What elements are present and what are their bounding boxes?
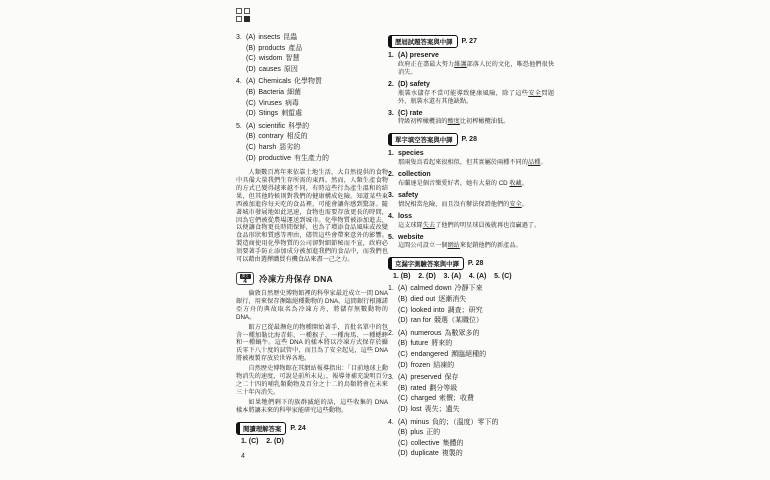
cloze-option-row xyxy=(388,295,554,306)
option-zh: 病毒 xyxy=(284,99,299,107)
option-zh: 有生產力的 xyxy=(294,154,330,162)
option-zh: 正的 xyxy=(426,429,441,437)
option-zh: 冷靜下來 xyxy=(454,285,483,293)
zh-underlined: 維護 xyxy=(454,60,467,68)
cloze-option-row xyxy=(388,418,554,429)
cloze-option-row xyxy=(388,405,554,416)
option-label: (B) xyxy=(398,429,408,437)
vocab-option-row xyxy=(236,33,388,44)
zh-underlined: 品種 xyxy=(527,159,541,167)
answer-text: website xyxy=(398,233,424,241)
option-en: collective xyxy=(410,439,440,447)
page-number: 4 xyxy=(241,453,245,460)
reading-answers-row: 1. (C) 2. (D) xyxy=(241,437,284,445)
option-label: (A) xyxy=(398,329,408,337)
option-label: (D) xyxy=(398,361,408,369)
option-label: (D) xyxy=(398,317,408,325)
qa-item xyxy=(388,170,554,188)
vocab-option-row xyxy=(236,44,388,55)
zh-post: 比初榨橄欖油低。 xyxy=(459,118,510,126)
option-zh: 結凍的 xyxy=(433,361,455,369)
qa-item xyxy=(388,149,554,167)
zh-underlined: 網站 xyxy=(447,242,460,250)
vocab-item xyxy=(236,77,388,119)
translation-text xyxy=(388,201,554,209)
cloze-option-row xyxy=(388,449,554,460)
option-en: harsh xyxy=(258,143,277,151)
option-en: duplicate xyxy=(410,450,439,458)
option-en: wisdom xyxy=(258,55,283,63)
option-label: (C) xyxy=(398,439,408,447)
section-tag: 單字填空答案與中譯 xyxy=(388,133,458,146)
cloze-option-row xyxy=(388,350,554,361)
dna-paragraph: 館方已從最瀕危的物種開始著手，首批名單中的包含一種加勒比海青蛙、一種猴子、一種海馬、一種蟋蟀和一種蝸牛。這些 DNA 的樣本將以冷凍方式保存於攝氏零下八十度的試管中，而且為了安全起見，這些 DNA 將被複製存放於世界各地。 xyxy=(236,323,388,363)
cloze-section xyxy=(388,257,554,460)
option-zh: 產品 xyxy=(288,44,303,52)
cloze-header xyxy=(388,257,554,270)
option-label: (A) xyxy=(398,418,408,426)
option-en: endangered xyxy=(410,350,449,358)
option-en: calmed down xyxy=(410,285,452,293)
cloze-option-row xyxy=(388,339,554,350)
vocab-option-row xyxy=(236,77,388,88)
translation-text xyxy=(388,180,554,188)
unit-grid-icon xyxy=(236,8,388,22)
option-en: productive xyxy=(258,154,292,162)
cloze-item xyxy=(388,329,554,371)
option-en: Bacteria xyxy=(258,88,285,96)
item-number: 1. xyxy=(388,285,394,293)
option-zh: 索價；收費 xyxy=(439,395,475,403)
dna-paragraph: 自然歷史博物館在其網站報導指出：「目前地球上動物消失的速度，可說是前所未見」，報導並補充說明百分之二十四的哺乳類動物及百分之十二的鳥類將會在未來三十年內消失。 xyxy=(236,365,388,396)
option-en: insects xyxy=(258,34,281,41)
option-zh: 瀕臨絕種的 xyxy=(451,350,487,358)
answer-text: collection xyxy=(398,171,431,179)
answer-text: (A) preserve xyxy=(398,52,439,59)
unit-square-icon xyxy=(236,16,242,22)
zh-pre: 瓶裝水儲存不當可能導致健康風險，除了這些 xyxy=(398,89,529,97)
unit-square-active-icon xyxy=(244,16,250,22)
option-en: contrary xyxy=(258,133,284,141)
answer-text: loss xyxy=(398,212,413,220)
cloze-option-row xyxy=(388,428,554,439)
cloze-item xyxy=(388,284,554,326)
vocab-option-row xyxy=(236,99,388,110)
option-zh: 細菌 xyxy=(287,88,302,96)
vocab-option-row xyxy=(236,65,388,76)
qa-item xyxy=(388,109,554,127)
item-number: 4. xyxy=(236,78,242,86)
lesson-number-badge-icon xyxy=(236,272,254,285)
option-zh: 為數眾多的 xyxy=(444,329,480,337)
cloze-option-row xyxy=(388,439,554,450)
zh-pre: 這支球隊 xyxy=(398,221,423,229)
option-label: (A) xyxy=(246,78,256,86)
page-reference: P. 27 xyxy=(461,38,477,45)
translation-text xyxy=(388,90,554,106)
option-zh: 科學的 xyxy=(288,122,310,130)
answer-text: species xyxy=(398,150,424,158)
option-en: scientific xyxy=(258,122,286,130)
reading-translation-paragraph: 人類數百萬年來依靠土地生活，大自然提供的食物中具備大量我們生存所需的東西。然而，人類生產食物的方式已變得越來越不同，有時這些行為產生溫和的結果，但其他時候則對我們的健康構成危險。知道某些東西被加進你每天吃的食品裡，可能會讓你感到驚訝。隨著城市發展地如此迅速，食物也需要存放更長的時間，因為它們被從農場運送到城市。化學物質被添加進去，以便讓食物更長時間保鮮，也為了增添食品風味或改變食品形狀和質感等理由，儘管這些會帶來意外的影響。製造商使用化學物質的公司卻對細節秘而不宣，政府必須要著手防止添加成分被加進我們的食品中，而我們也可以藉由選擇購買有機食品來盡一己之力。 xyxy=(236,169,388,264)
zh-pre: 這間公司設立一個 xyxy=(398,242,448,250)
lesson-badge-label: 課文 xyxy=(241,274,249,278)
option-label: (B) xyxy=(398,340,408,348)
vocab-option-row xyxy=(236,154,388,165)
option-label: (D) xyxy=(398,450,408,458)
page-reference: P. 24 xyxy=(290,424,306,432)
zh-underlined: 失去 xyxy=(422,221,436,229)
option-zh: 化學物質 xyxy=(294,78,323,86)
option-label: (C) xyxy=(398,306,408,314)
option-en: frozen xyxy=(410,361,431,369)
option-en: Chemicals xyxy=(258,78,292,86)
item-number: 2. xyxy=(388,80,394,88)
lesson-heading xyxy=(236,272,388,285)
zh-underlined: 收藏 xyxy=(509,179,522,187)
option-label: (C) xyxy=(398,395,408,403)
cloze-option-row xyxy=(388,373,554,384)
option-label: (C) xyxy=(398,350,408,358)
section-tag: 歷屆試題答案與中譯 xyxy=(388,35,458,48)
zh-underlined: 安全 xyxy=(528,89,542,97)
vocab-option-row xyxy=(236,109,388,120)
option-zh: 刺蜇處 xyxy=(281,110,303,118)
qa-item xyxy=(388,191,554,209)
option-zh: 將來的 xyxy=(431,340,453,348)
dna-paragraph: 如果牠們剩下的族群滅絕的話，這些收集的 DNA 樣本將讓未來的科學家能研究這些動物。 xyxy=(236,398,388,414)
option-zh: 競選（某職位） xyxy=(433,317,483,325)
option-label: (C) xyxy=(246,55,256,63)
item-number: 5. xyxy=(236,122,242,130)
cloze-item xyxy=(388,418,554,460)
zh-post: 了他們的明星球員後就再也沒贏過了。 xyxy=(435,221,541,229)
zh-post: 。 xyxy=(521,179,528,187)
cloze-option-row xyxy=(388,384,554,395)
translation-text xyxy=(388,61,554,77)
page-reference: P. 28 xyxy=(467,260,484,268)
item-number: 3. xyxy=(388,109,394,117)
cloze-item xyxy=(388,373,554,415)
answer-text: (D) safety xyxy=(398,80,430,88)
item-number: 2. xyxy=(388,171,394,179)
vocab-option-row xyxy=(236,132,388,143)
cloze-option-row xyxy=(388,329,554,340)
qa-item xyxy=(388,233,554,251)
cloze-option-row xyxy=(388,394,554,405)
option-en: numerous xyxy=(410,329,442,337)
lesson-title: 冷凍方舟保存 DNA xyxy=(259,273,333,284)
option-label: (A) xyxy=(398,374,408,382)
answer-text: safety xyxy=(398,191,419,199)
option-label: (A) xyxy=(398,285,408,293)
option-label: (D) xyxy=(398,405,408,413)
right-page-column xyxy=(388,28,554,462)
option-label: (C) xyxy=(246,143,256,151)
option-zh: 昆蟲 xyxy=(283,34,298,41)
option-label: (D) xyxy=(246,154,256,162)
zh-post: 。 xyxy=(540,159,547,167)
option-en: future xyxy=(410,340,429,348)
option-zh: 集體的 xyxy=(442,439,464,447)
vocab-option-row xyxy=(236,143,388,154)
vocab-item xyxy=(236,122,388,164)
zh-post: 問題外，瓶裝水還有其他缺點。 xyxy=(398,89,555,105)
translation-text xyxy=(388,242,554,250)
item-number: 3. xyxy=(236,34,242,41)
option-zh: 智慧 xyxy=(285,55,300,63)
unit-square-icon xyxy=(244,8,250,14)
option-zh: 複製的 xyxy=(441,450,463,458)
option-label: (A) xyxy=(246,122,256,130)
option-en: looked into xyxy=(410,306,445,314)
cloze-option-row xyxy=(388,284,554,295)
option-en: charged xyxy=(410,395,437,403)
option-en: lost xyxy=(410,405,422,413)
cloze-answers-row: 1. (B) 2. (D) 3. (A) 4. (A) 5. (C) xyxy=(393,273,512,281)
option-en: causes xyxy=(258,65,281,73)
zh-pre: 特級初榨橄欖油的 xyxy=(398,118,448,126)
zh-pre: 政府正在盡最大努力 xyxy=(398,60,455,68)
translation-text xyxy=(388,159,554,167)
option-zh: 負的；（溫度）零下的 xyxy=(432,418,499,426)
item-number: 1. xyxy=(388,150,394,158)
item-number: 3. xyxy=(388,191,394,199)
option-en: Viruses xyxy=(258,99,282,107)
vocab-option-row xyxy=(236,122,388,133)
vocab-option-row xyxy=(236,88,388,99)
zh-pre: 那兩隻鳥看起來很相似，但其實屬於兩種不同的 xyxy=(398,159,528,167)
fill-in-header xyxy=(388,133,554,146)
zh-underlined: 安全 xyxy=(509,200,522,208)
item-number: 5. xyxy=(388,233,394,241)
cloze-option-row xyxy=(388,361,554,372)
option-label: (B) xyxy=(246,44,256,52)
zh-pre: 布蘭達是個音樂愛好者，她有大量的 CD xyxy=(398,179,510,187)
reading-answers-header xyxy=(236,422,388,435)
qa-item xyxy=(388,80,554,106)
option-label: (B) xyxy=(398,384,408,392)
item-number: 4. xyxy=(388,418,394,426)
fill-in-section xyxy=(388,133,554,250)
cloze-option-row xyxy=(388,316,554,327)
answer-text: (C) rate xyxy=(398,109,423,117)
option-zh: 逐漸消失 xyxy=(438,295,467,303)
vocab-option-row xyxy=(236,54,388,65)
section-tag: 閱讀理解答案 xyxy=(236,422,286,435)
option-label: (C) xyxy=(246,99,256,107)
option-en: products xyxy=(258,44,286,52)
item-number: 3. xyxy=(388,374,394,382)
zh-post: 來促銷他們的新產品。 xyxy=(459,242,522,250)
option-en: minus xyxy=(410,418,430,426)
option-zh: 相反的 xyxy=(286,133,308,141)
option-en: plus xyxy=(410,429,424,437)
item-number: 1. xyxy=(388,52,394,59)
option-zh: 保存 xyxy=(444,374,459,382)
zh-post: 。 xyxy=(521,200,528,208)
option-label: (B) xyxy=(398,295,408,303)
lesson-badge-number: 4 xyxy=(243,277,247,285)
option-zh: 喪失；遺失 xyxy=(424,405,460,413)
past-exam-section xyxy=(388,35,554,126)
option-en: died out xyxy=(410,295,436,303)
translation-text xyxy=(388,118,554,126)
zh-post: 部落人民的文化，唯恐他們很快消失。 xyxy=(398,60,555,76)
vocab-item xyxy=(236,33,388,75)
option-zh: 惡劣的 xyxy=(279,143,301,151)
option-en: Stings xyxy=(258,110,279,118)
option-label: (A) xyxy=(246,34,256,41)
option-zh: 調查；研究 xyxy=(447,306,483,314)
option-en: rated xyxy=(410,384,427,392)
cloze-option-row xyxy=(388,306,554,317)
option-label: (B) xyxy=(246,133,256,141)
option-zh: 劃分等級 xyxy=(429,384,458,392)
option-en: ran for xyxy=(410,317,431,325)
dna-paragraph: 倫敦自然歷史博物館裡的科學家最近成立一間 DNA 銀行，用來保存瀕臨絕種動物的 DNA。這間銀行根據諾亞方舟的典故取名為冷凍方舟，將儲存無數動物的 DNA。 xyxy=(236,290,388,321)
zh-underlined: 酸度 xyxy=(447,118,460,126)
unit-square-icon xyxy=(236,8,242,14)
section-tag: 克漏字測驗答案與中譯 xyxy=(388,257,464,270)
option-en: preserved xyxy=(410,374,442,382)
option-label: (D) xyxy=(246,65,256,73)
option-zh: 原因 xyxy=(283,65,298,73)
option-label: (B) xyxy=(246,88,256,96)
page-reference: P. 28 xyxy=(461,136,477,144)
qa-item xyxy=(388,51,554,77)
item-number: 2. xyxy=(388,329,394,337)
item-number: 4. xyxy=(388,212,394,220)
past-exam-header xyxy=(388,35,554,48)
translation-text xyxy=(388,222,554,230)
zh-pre: 情況相當危險，而且沒有辦法保證他們的 xyxy=(398,200,510,208)
option-label: (D) xyxy=(246,110,256,118)
left-page-column xyxy=(236,8,388,449)
qa-item xyxy=(388,212,554,230)
